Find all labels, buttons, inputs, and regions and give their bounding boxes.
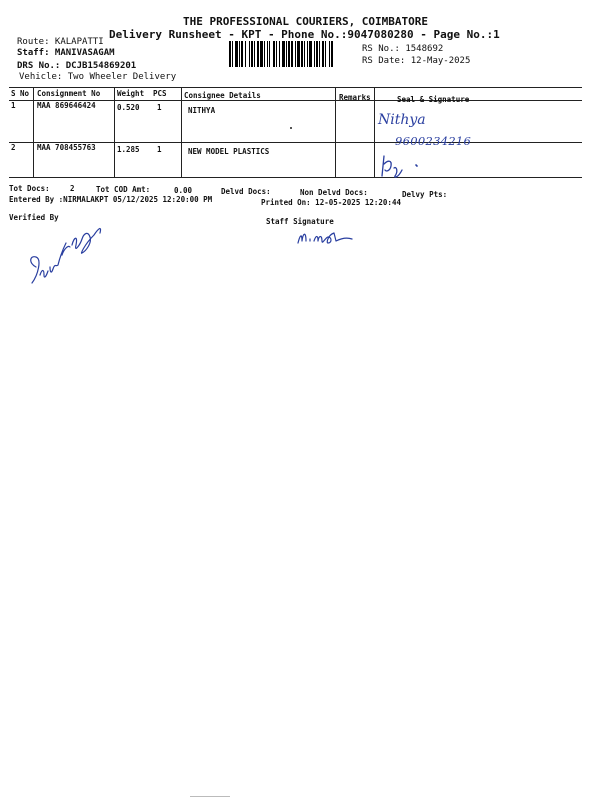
col-divider [181, 87, 182, 177]
table-top-rule [9, 87, 582, 88]
row-2-sno: 2 [11, 143, 16, 152]
ink-dot [290, 127, 292, 129]
row-1-sno: 1 [11, 101, 16, 110]
table-bottom-rule [9, 177, 582, 178]
col-header-weight: Weight [117, 89, 145, 98]
col-header-sno: S No [11, 89, 30, 98]
vehicle-label: Vehicle: Two Wheeler Delivery [19, 72, 177, 82]
company-name: THE PROFESSIONAL COURIERS, COIMBATORE [183, 15, 429, 28]
row-1-consignee: NITHYA [188, 106, 216, 115]
col-divider [374, 87, 375, 177]
scan-mark [190, 796, 230, 797]
tot-cod-label: Tot COD Amt: [96, 185, 151, 194]
staff-label: Staff: MANIVASAGAM [17, 48, 115, 58]
row-2-consignee: NEW MODEL PLASTICS [188, 147, 270, 156]
delvy-pts-label: Delvy Pts: [402, 190, 448, 199]
entered-by: Entered By :NIRMALAKPT 05/12/2025 12:20:00 PM [9, 195, 213, 204]
non-delvd-docs-label: Non Delvd Docs: [300, 188, 368, 197]
drs-barcode [229, 41, 357, 67]
verified-by-label: Verified By [9, 213, 59, 222]
row-1-pcs: 1 [157, 103, 162, 112]
row-2-consignment: MAA 708455763 [37, 143, 96, 152]
row-2-pcs: 1 [157, 145, 162, 154]
row-2-handwritten-phone: 9600234216 [395, 134, 472, 148]
col-header-consignee: Consignee Details [184, 91, 261, 100]
col-header-remarks: Remarks [339, 93, 371, 102]
tot-cod-value: 0.00 [174, 186, 193, 195]
staff-signature-label: Staff Signature [266, 217, 334, 226]
delvd-docs-label: Delvd Docs: [221, 187, 271, 196]
col-header-seal-signature: Seal & Signature [397, 95, 470, 104]
row-2-weight: 1.285 [117, 145, 140, 154]
row-1-weight: 0.520 [117, 103, 140, 112]
drs-number: DRS No.: DCJB154869201 [17, 61, 137, 71]
rs-date: RS Date: 12-May-2025 [362, 56, 471, 66]
staff-signature-scribble [294, 225, 364, 249]
route-label: Route: KALAPATTI [17, 37, 104, 47]
runsheet-title: Delivery Runsheet - KPT - Phone No.:9047080280 - Page No.:1 [109, 28, 500, 41]
rs-number: RS No.: 1548692 [362, 44, 444, 54]
col-divider [33, 87, 34, 177]
tot-docs-label: Tot Docs: [9, 184, 50, 193]
row-1-consignment: MAA 869646424 [37, 101, 96, 110]
row-2-signature [380, 150, 440, 180]
verified-by-signature [22, 215, 112, 295]
row-1-handwritten-name: Nithya [378, 112, 426, 128]
col-divider [335, 87, 336, 177]
col-header-pcs: PCS [153, 89, 167, 98]
col-divider [114, 87, 115, 177]
printed-on: Printed On: 12-05-2025 12:20:44 [261, 198, 401, 207]
col-header-consignment: Consignment No [37, 89, 101, 98]
tot-docs-value: 2 [70, 184, 75, 193]
